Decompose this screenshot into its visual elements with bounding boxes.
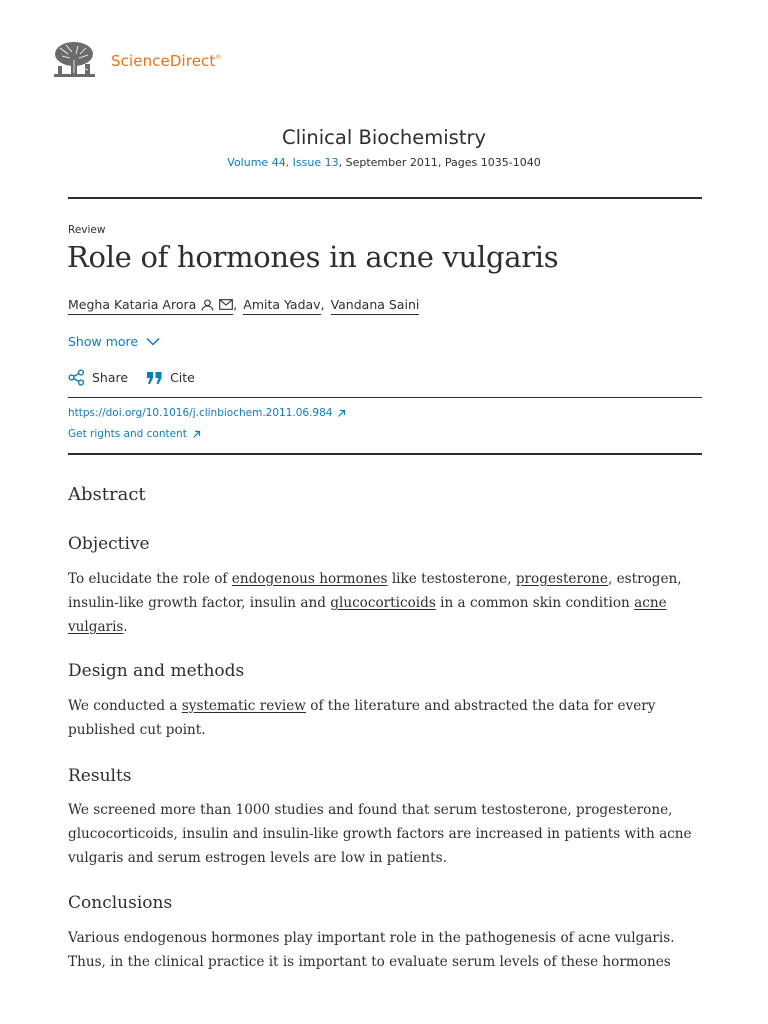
rights-link[interactable] <box>68 428 201 440</box>
quote-icon <box>146 371 163 385</box>
external-link-icon <box>192 430 201 439</box>
design-methods-text: We conducted a systematic review of the literature and abstracted the data for every published cut point. <box>68 698 656 738</box>
cite-label: Cite <box>170 370 195 385</box>
external-link-icon <box>337 409 346 418</box>
show-more-button[interactable] <box>68 334 160 349</box>
objective-text: To elucidate the role of endogenous hormones like testosterone, progesterone, estrogen, insulin-like growth factor, insulin and glucocorticoids in a common skin condition acne vulgaris. <box>68 571 682 635</box>
objective-heading: Objective <box>68 534 150 554</box>
elsevier-tree-logo[interactable] <box>52 40 97 80</box>
doi-link[interactable] <box>68 407 346 419</box>
sciencedirect-logo[interactable]: ScienceDirect® <box>111 52 222 70</box>
site-header <box>0 0 768 110</box>
rights-text: Get rights and content <box>68 428 187 440</box>
date-pages: , September 2011, Pages 1035-1040 <box>338 156 541 169</box>
separator: , <box>233 297 238 312</box>
person-icon <box>201 299 214 311</box>
results-heading: Results <box>68 766 132 786</box>
divider <box>68 197 702 199</box>
article-actions <box>68 369 213 386</box>
mail-icon <box>219 299 233 310</box>
systematic-review-link[interactable]: systematic review <box>181 698 306 714</box>
design-methods-heading: Design and methods <box>68 661 245 681</box>
author-name: Megha Kataria Arora <box>68 297 197 312</box>
conclusions-heading: Conclusions <box>68 893 173 913</box>
journal-issue-info <box>0 156 768 169</box>
author-name: Amita Yadav <box>243 297 321 312</box>
volume-issue-link[interactable]: Volume 44, Issue 13 <box>227 156 339 169</box>
author-link[interactable] <box>331 297 420 315</box>
divider <box>68 453 702 455</box>
progesterone-link[interactable]: progesterone <box>515 571 608 587</box>
share-button[interactable] <box>68 369 128 386</box>
results-text: We screened more than 1000 studies and found that serum testosterone, progesterone, glucocorticoids, insulin and insulin-like growth factors are increased in patients with acne vulgaris and serum estrogen levels are low in patients. <box>68 802 692 866</box>
glucocorticoids-link[interactable]: glucocorticoids <box>330 595 436 611</box>
chevron-down-icon <box>146 337 160 346</box>
endogenous-hormones-link[interactable]: endogenous hormones <box>231 571 388 587</box>
separator: , <box>320 297 325 312</box>
author-name: Vandana Saini <box>330 297 420 312</box>
journal-title[interactable]: Clinical Biochemistry <box>281 126 487 149</box>
divider <box>68 397 702 398</box>
show-more-label: Show more <box>68 334 139 349</box>
cite-button[interactable] <box>146 370 195 385</box>
author-list <box>68 297 419 315</box>
author-link[interactable] <box>243 297 320 315</box>
article-type: Review <box>68 224 106 236</box>
abstract-heading: Abstract <box>68 484 146 505</box>
doi-text: https://doi.org/10.1016/j.clinbiochem.2011.06.984 <box>68 407 333 419</box>
acne-vulgaris-link[interactable]: acne vulgaris <box>68 595 667 635</box>
conclusions-text: Various endogenous hormones play important role in the pathogenesis of acne vulgaris. Thus, in the clinical practice it is important to evaluate serum levels of these hormones <box>68 930 675 970</box>
article-title: Role of hormones in acne vulgaris <box>67 240 559 274</box>
author-link[interactable] <box>68 297 233 315</box>
share-label: Share <box>92 370 129 385</box>
share-icon <box>68 369 85 386</box>
